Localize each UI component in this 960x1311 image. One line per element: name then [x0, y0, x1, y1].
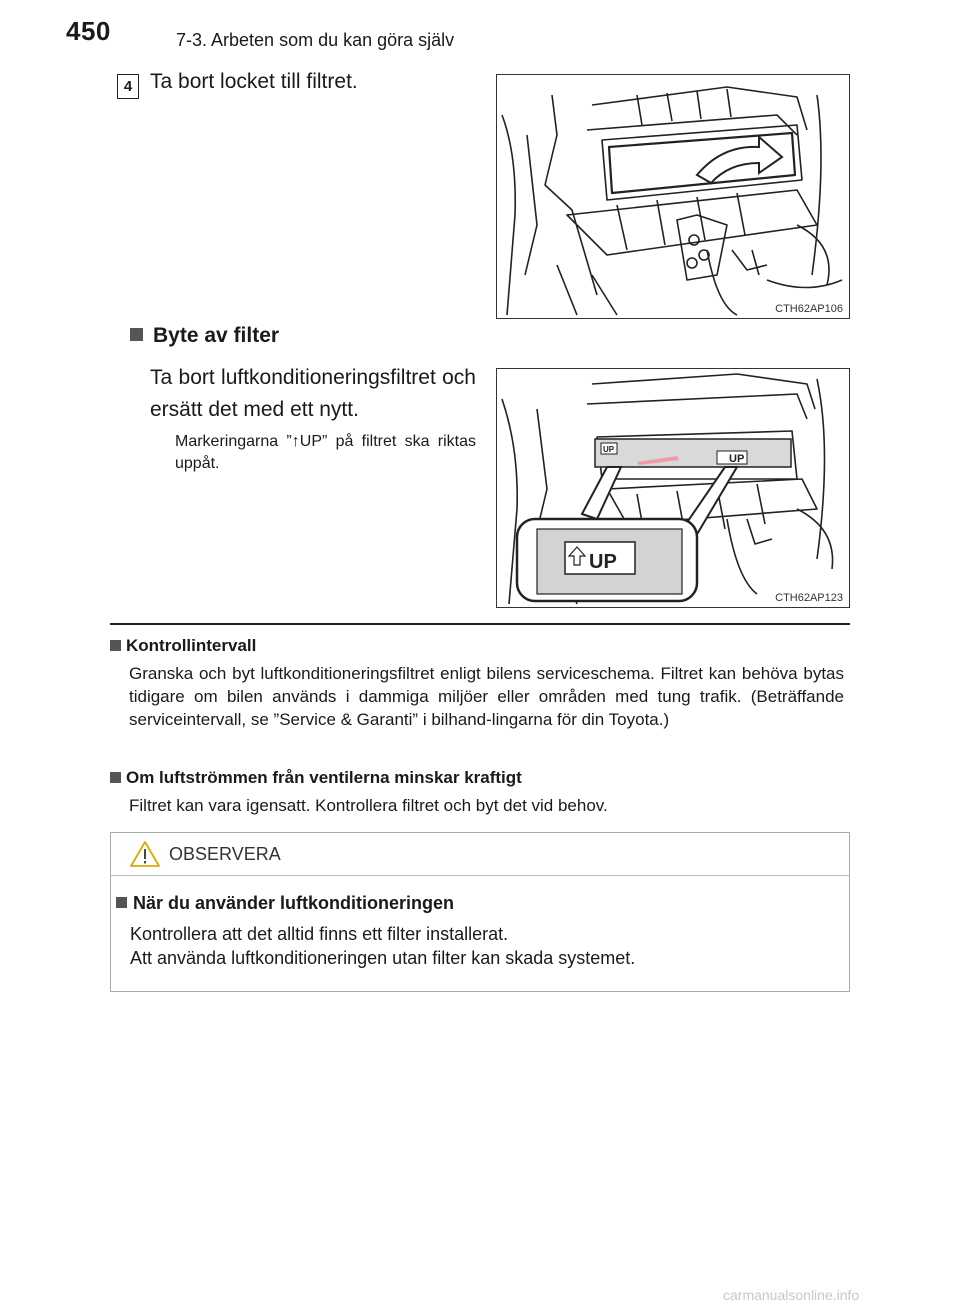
figure-remove-cover: [496, 74, 850, 319]
figure-filter-up-marking: [496, 368, 850, 608]
figure-code: CTH62AP106: [775, 303, 843, 315]
page-number: 450: [66, 16, 111, 46]
bullet-square-icon: [110, 640, 121, 651]
filter-orientation-note: Markeringarna ”↑UP” på filtret ska riktas uppåt.: [175, 433, 476, 472]
bullet-square-icon: [110, 772, 121, 783]
caution-divider: [111, 875, 849, 876]
section-title: 7-3. Arbeten som du kan göra själv: [176, 30, 455, 50]
svg-text:UP: UP: [603, 445, 615, 454]
up-mark-label: UP: [589, 551, 617, 573]
illustration-filter-up-marking: [497, 369, 849, 607]
step-instruction: Ta bort locket till filtret.: [150, 70, 358, 93]
caution-line: Kontrollera att det alltid finns ett filter installerat.: [130, 924, 509, 944]
watermark: carmanualsonline.info: [723, 1287, 860, 1303]
note-text-airflow: Filtret kan vara igensatt. Kontrollera filtret och byt det vid behov.: [129, 796, 608, 815]
note-heading-airflow: Om luftströmmen från ventilerna minskar kraftigt: [110, 768, 522, 788]
caution-line: Att använda luftkonditioneringen utan filter kan skada systemet.: [130, 948, 636, 968]
caution-title: OBSERVERA: [169, 844, 281, 864]
note-heading-interval: Kontrollintervall: [110, 636, 256, 656]
section-divider: [110, 623, 850, 625]
bullet-square-icon: [116, 897, 127, 908]
bullet-square-icon: [130, 328, 143, 341]
warning-triangle-icon: [129, 840, 161, 868]
figure-code: CTH62AP123: [775, 592, 843, 604]
caution-heading: När du använder luftkonditioneringen: [116, 893, 454, 914]
svg-text:UP: UP: [729, 453, 745, 465]
filter-instruction: Ta bort luftkonditioneringsfiltret och ersätt det med ett nytt.: [150, 366, 476, 421]
step-number-badge: 4: [117, 74, 139, 99]
filter-replacement-heading: Byte av filter: [130, 324, 279, 348]
note-text-interval: Granska och byt luftkonditioneringsfiltret enligt bilens serviceschema. Filtret kan behöva bytas tidigare om bilen används i dammiga miljöer eller områden med tung trafik. (Beträffande serviceintervall, se ”Service & Garanti” i bilhand-lingarna för din Toyota.): [129, 664, 844, 729]
caution-box: [110, 832, 850, 992]
illustration-filter-cover-removal: [497, 75, 849, 318]
